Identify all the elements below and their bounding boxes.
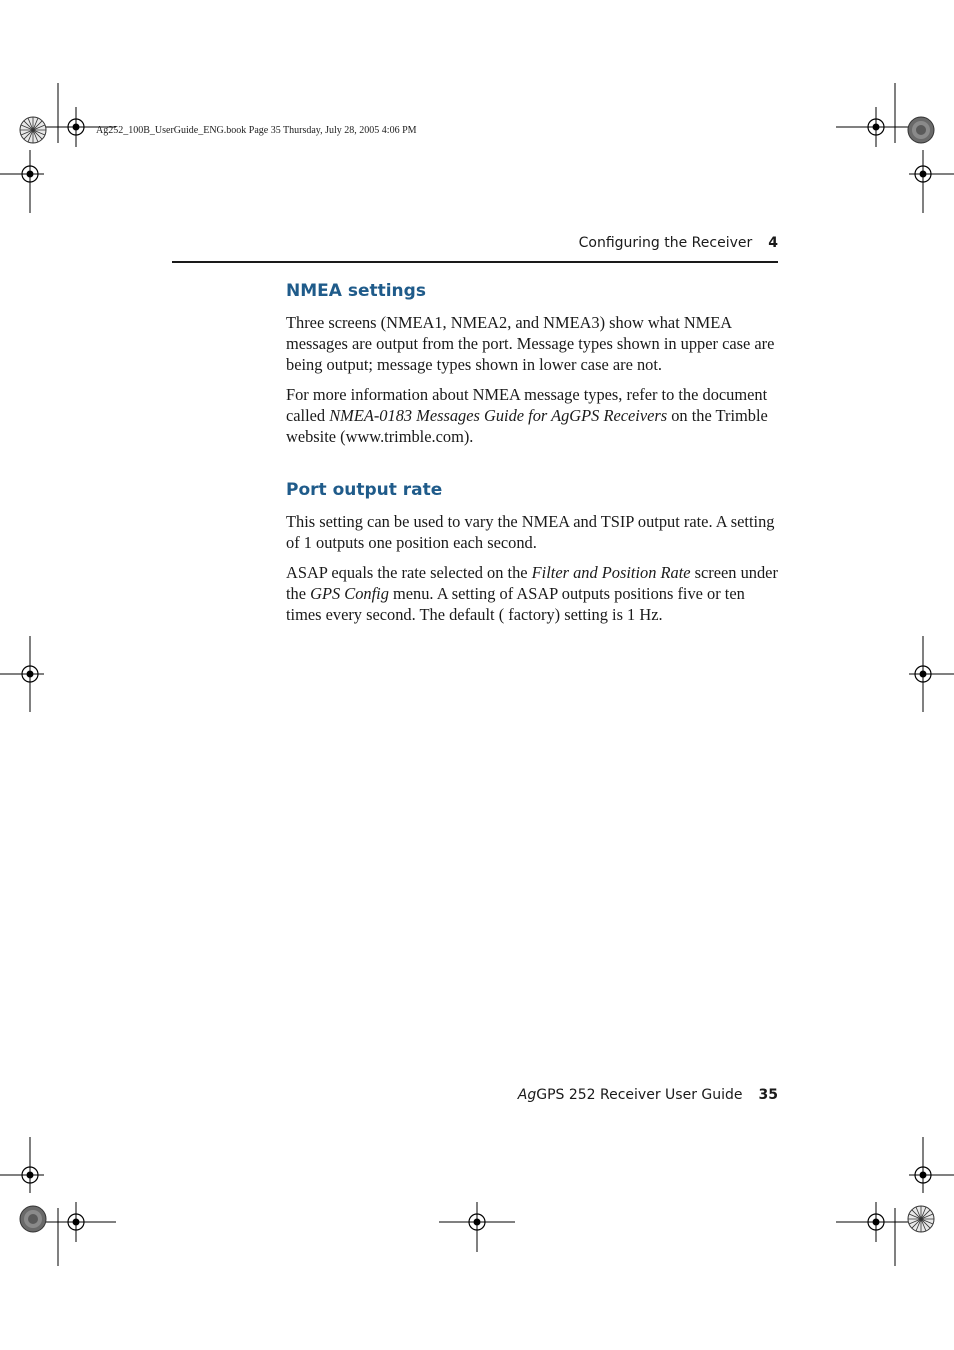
- running-header: [172, 235, 778, 263]
- document-title: NMEA-0183 Messages Guide for AgGPS Receivers: [329, 406, 668, 425]
- page-footer: [460, 1087, 778, 1103]
- main-content: [286, 278, 780, 634]
- registration-target-icon: [836, 107, 916, 147]
- registration-target-icon: [836, 1202, 916, 1242]
- section-port-output-rate: [286, 477, 780, 625]
- print-slug: Ag252_100B_UserGuide_ENG.book Page 35 Thursday, July 28, 2005 4:06 PM: [96, 125, 417, 136]
- paragraph-text: ASAP equals the rate selected on the: [286, 563, 532, 582]
- starburst-icon: [908, 1206, 934, 1232]
- brand-prefix: Ag: [517, 1087, 537, 1103]
- guide-title: [518, 1087, 743, 1103]
- page-number: 35: [758, 1087, 778, 1103]
- chapter-number: 4: [768, 235, 778, 251]
- paragraph-text: For more information about NMEA message types, refer to the document called: [286, 385, 768, 425]
- halftone-circle-icon: [908, 117, 934, 143]
- paragraph: [286, 562, 780, 625]
- section-heading: NMEA settings: [286, 281, 426, 301]
- guide-title-text: GPS 252 Receiver User Guide: [536, 1087, 743, 1103]
- paragraph: This setting can be used to vary the NMEA and TSIP output rate. A setting of 1 outputs one position each second.: [286, 512, 775, 552]
- paragraph-text: screen under the: [286, 563, 778, 603]
- screen-name: Filter and Position Rate: [531, 563, 691, 582]
- paragraph: [286, 384, 780, 447]
- starburst-icon: [20, 117, 46, 143]
- section-nmea-settings: [286, 278, 780, 447]
- registration-target-icon: [439, 1202, 515, 1252]
- paragraph-text: on the Trimble website (www.trimble.com).: [286, 406, 768, 446]
- paragraph-text: menu. A setting of ASAP outputs positions five or ten times every second. The default ( factory) setting is 1 Hz.: [286, 584, 745, 624]
- section-heading: Port output rate: [286, 480, 443, 500]
- registration-target-icon: [36, 1202, 116, 1242]
- paragraph: Three screens (NMEA1, NMEA2, and NMEA3) show what NMEA messages are output from the port. Message types shown in upper case are being output; message types shown in lower case are not.: [286, 313, 775, 374]
- menu-name: GPS Config: [310, 584, 389, 603]
- chapter-title: Configuring the Receiver: [578, 235, 753, 251]
- halftone-circle-icon: [20, 1206, 46, 1232]
